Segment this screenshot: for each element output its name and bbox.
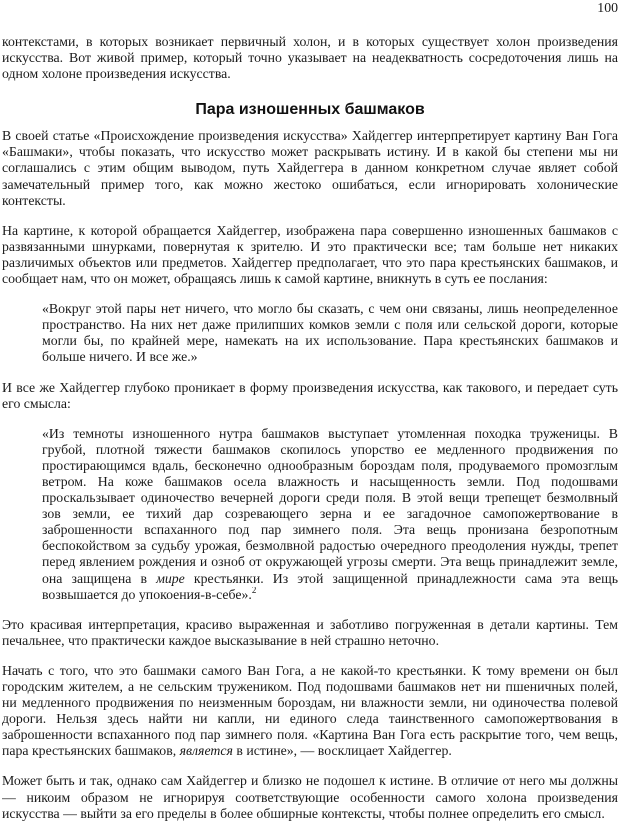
text-line [42,571,618,587]
text-segment: зов земли, ее тихий дар созревающего зерна и ее загадочное самопожертвование в [42,506,618,522]
text-line [42,538,618,554]
section-heading: Пара изношенных башмаков [195,101,425,119]
block-quote [2,301,618,365]
text-line [2,711,618,727]
text-segment: — никоим образом не игнорируя соответствующие особенности самого холона произведения [2,789,618,805]
text-line [2,271,618,287]
text-line [2,255,618,271]
text-line [2,617,618,633]
text-line [42,317,618,333]
text-segment: больше ничего. И все же.» [42,349,198,365]
text-segment: перед явлением рождения и озноб от окружающей угрозы смерти. Эта вещь принадлежит земле, [42,554,618,570]
text-line [2,743,618,759]
text-segment: Начать с того, что это башмаки самого Ван Гога, а не какой-то крестьянки. К тому времени он был [2,662,618,678]
text-segment: возвышается до упокоения-в-себе». [42,586,252,602]
text-segment: замечательный пример того, как можно жестоко ошибаться, если игнорировать холонические [2,176,618,192]
text-line [42,442,618,458]
text-line [2,695,618,711]
footnote-marker: 2 [251,586,257,595]
text-segment: различимых объектов или предметов. Хайдеггер предполагает, что это пара крестьянских башмаков, и [2,254,618,270]
paragraph [2,128,618,208]
text-line [42,490,618,506]
text-segment: «Вокруг этой пары нет ничего, что могло бы сказать, с чем они связаны, лишь неопределенное [42,301,618,317]
italic-emphasis: мире [156,570,185,586]
text-line [2,66,618,82]
text-line [2,34,618,50]
text-line [2,773,618,789]
text-segment: Это красивая интерпретация, красиво выраженная и заботливо погруженная в детали картины. Тем [2,616,618,632]
text-line [42,587,618,603]
text-segment: соглашались с этим общим выводом, путь Хайдеггера в данном конкретном случае являет собой [2,160,618,176]
text-line [42,522,618,538]
text-segment: его смысла: [2,395,71,411]
text-segment: могли бы, по крайней мере, намекать на их использование. Пара крестьянских башмаков и [42,333,618,349]
text-segment: заброшенности вспаханного под пар зимнего поля. Эта вещь пронизана безропотным [42,522,618,538]
document-body [2,34,618,822]
text-line [42,301,618,317]
text-segment: в истине», — восклицает Хайдеггер. [232,743,452,759]
text-line [2,193,618,209]
text-line [42,458,618,474]
page-number: 100 [597,0,618,15]
text-segment: одном холоне произведения искусства. [2,66,231,82]
text-segment: «Башмаки», чтобы показать, что искусство может раскрывать истину. И в какой бы степени мы ни [2,144,618,160]
text-segment: контекстами, в которых возникает первичный холон, и в которых существует холон произведения [2,34,618,49]
text-segment: ни медленного продвижения по неизменным бороздам, ни влажности земли, ни одиночества полевой [2,695,618,711]
text-line [2,239,618,255]
text-segment: искусства. Вот живой пример, который точно указывает на неадекватность сосредоточения лишь на [2,50,618,66]
text-segment: заброшенности вспаханного под пар зимнего поля. «Картина Ван Гога есть раскрытие того, чем вещь, [2,727,618,743]
text-line [2,806,618,822]
paragraph [2,223,618,287]
text-line [42,333,618,349]
text-line [2,790,618,806]
text-segment: печальнее, что практически каждое высказывание в ней страшно неточно. [2,632,440,648]
italic-emphasis: является [179,743,233,759]
text-line [2,663,618,679]
text-line [2,380,618,396]
text-segment: проскальзывает одиночество вечерней дороги среди поля. В этой вещи трепещет безмолвный [42,490,618,506]
text-line [2,177,618,193]
text-line [2,128,618,144]
text-segment: «Из темноты изношенного нутра башмаков выступает утомленная походка труженицы. В [42,425,618,441]
text-line [42,474,618,490]
text-segment: беспокойством за судьбу урожая, безмолвной радостью очередного преодоления нужды, трепет [42,538,618,554]
text-segment: Может быть и так, однако сам Хайдеггер и близко не подошел к истине. В отличие от него мы должны [2,773,618,789]
text-segment: простирающимся вдаль, бесконечно однообразным бороздам поля, продуваемого промозглым [42,457,618,473]
text-line [2,633,618,649]
text-segment: она защищена в [42,570,157,586]
text-segment: дороги. Нельзя здесь найти ни капли, ни единого следа таинственного самопожертвования в [2,711,618,727]
paragraph [2,380,618,412]
text-line [42,426,618,442]
text-segment: контексты. [2,192,66,208]
text-segment: пара крестьянских башмаков, [2,743,180,759]
text-line [42,349,618,365]
paragraph [2,617,618,649]
text-segment: грубой, плотной тяжести башмаков скопилось упорство ее медленного продвижения по [42,441,618,457]
text-line [2,144,618,160]
text-segment: И все же Хайдеггер глубоко проникает в форму произведения искусства, как такового, и передает суть [2,379,618,395]
text-segment: искусства — выйти за его пределы в более обширные контексты, чтобы полнее определить его смысл. [2,805,605,821]
text-line [2,160,618,176]
text-segment: сообщает нам, что он может, обращаясь лишь к самой картине, вникнуть в суть ее послания: [2,271,548,287]
paragraph [2,773,618,821]
text-line [2,223,618,239]
text-line [42,554,618,570]
text-line [2,727,618,743]
text-line [2,50,618,66]
text-segment: пространство. На них нет даже прилипших комков земли с поля или сельской дороги, которые [42,317,618,333]
text-segment: На картине, к которой обращается Хайдеггер, изображена пара совершенно изношенных башмаков с [2,222,618,238]
paragraph [2,34,618,82]
block-quote [2,426,618,603]
text-segment: крестьянки. Из этой защищенной принадлежности сама эта вещь [184,570,618,586]
text-line [2,679,618,695]
text-segment: В своей статье «Происхождение произведения искусства» Хайдеггер интерпретирует картину Ван Гога [2,128,618,144]
text-segment: ветром. На коже башмаков осела влажность и насыщенность земли. Под подошвами [42,473,618,489]
text-segment: городским жителем, а не сельским тружеником. Под подошвами башмаков нет ни пшеничных полей, [2,679,618,694]
text-line [2,396,618,412]
text-line [42,506,618,522]
paragraph [2,663,618,760]
text-segment: развязанными шнурками, повернутая к зрителю. И это практически все; там больше нет никаких [2,238,618,254]
